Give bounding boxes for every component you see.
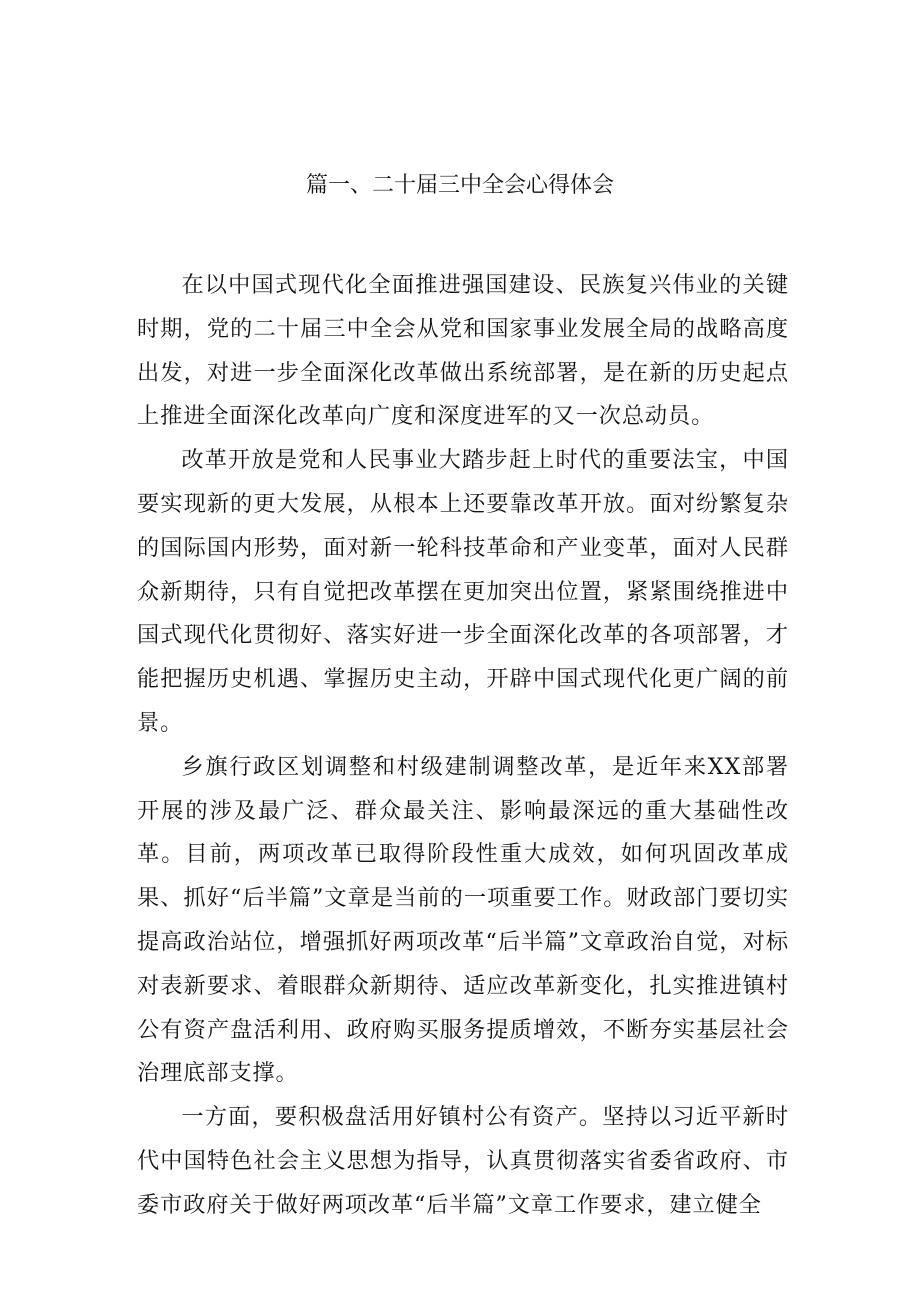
paragraph: 乡旗行政区划调整和村级建制调整改革，是近年来XX部署开展的涉及最广泛、群众最关注、影响最深远的重大基础性改革。目前，两项改革已取得阶段性重大成效，如何巩固改革成果、抓好“后半篇”文章是当前的一项重要工作。财政部门要切实提高政治站位，增强抓好两项改革“后半篇”文章政治自觉，对标对表新要求、着眼群众新期待、适应改革新变化，扎实推进镇村公有资产盘活利用、政府购买服务提质增效，不断夯实基层社会治理底部支撑。 (137, 753, 789, 1087)
document-body (137, 264, 789, 1228)
paragraph: 在以中国式现代化全面推进强国建设、民族复兴伟业的关键时期，党的二十届三中全会从党和国家事业发展全局的战略高度出发，对进一步全面深化改革做出系统部署，是在新的历史起点上推进全面深化改革向广度和深度进军的又一次总动员。 (137, 272, 789, 430)
paragraph: 一方面，要积极盘活用好镇村公有资产。坚持以习近平新时代中国特色社会主义思想为指导，认真贯彻落实省委省政府、市委市政府关于做好两项改革“后半篇”文章工作要求，建立健全 (137, 1104, 789, 1218)
paragraph: 改革开放是党和人民事业大踏步赶上时代的重要法宝，中国要实现新的更大发展，从根本上还要靠改革开放。面对纷繁复杂的国际国内形势，面对新一轮科技革命和产业变革，面对人民群众新期待，只有自觉把改革摆在更加突出位置，紧紧围绕推进中国式现代化贯彻好、落实好进一步全面深化改革的各项部署，才能把握历史机遇、掌握历史主动，开辟中国式现代化更广阔的前景。 (137, 447, 789, 736)
document-title: 篇一、二十届三中全会心得体会 (305, 173, 614, 198)
